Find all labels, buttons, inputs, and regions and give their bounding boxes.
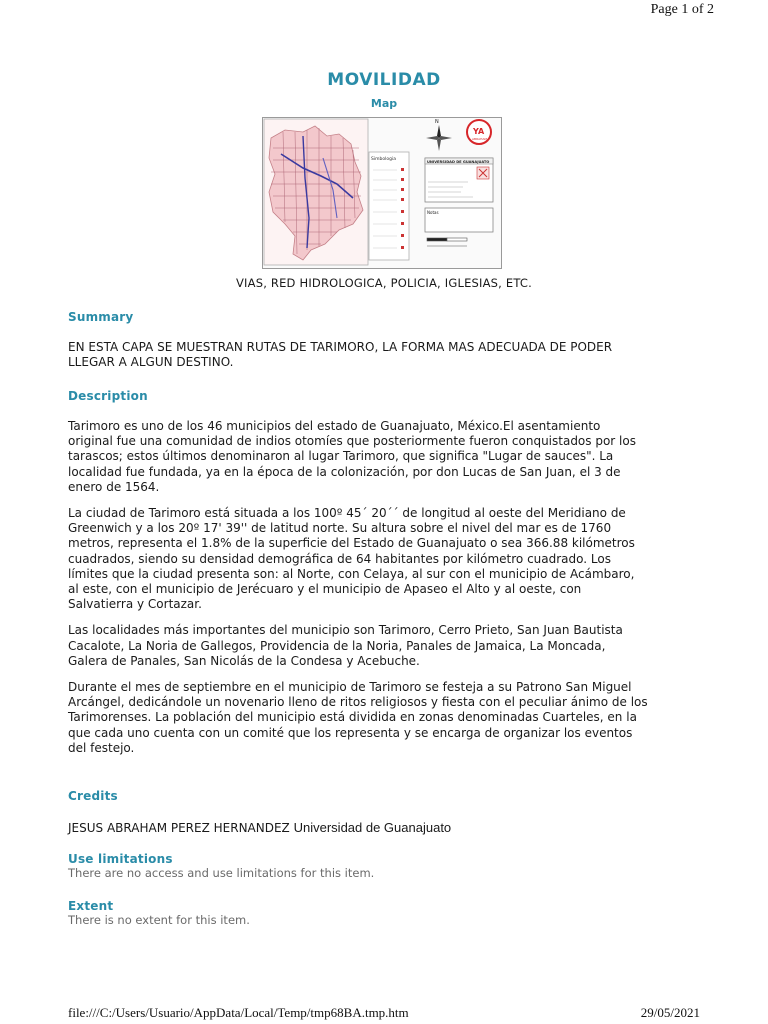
footer-path: file:///C:/Users/Usuario/AppData/Local/Temp/tmp68BA.tmp.htm	[68, 1005, 409, 1020]
logo-icon	[467, 120, 491, 144]
extent-heading: Extent	[68, 899, 114, 913]
extent-text: There is no extent for this item.	[68, 913, 250, 927]
credits-heading: Credits	[68, 789, 118, 803]
north-arrow-icon	[426, 119, 452, 151]
use-limitations-heading: Use limitations	[68, 852, 173, 866]
page-title: MOVILIDAD	[327, 70, 441, 90]
svg-text:ABRAHAM: ABRAHAM	[472, 137, 488, 141]
map-illustration	[263, 118, 501, 268]
map-caption: VIAS, RED HIDROLOGICA, POLICIA, IGLESIAS, ETC.	[235, 276, 533, 290]
summary-text: EN ESTA CAPA SE MUESTRAN RUTAS DE TARIMORO, LA FORMA MAS ADECUADA DE PODER LLEGAR A ALGUN DESTINO.	[68, 340, 613, 370]
svg-text:UNIVERSIDAD DE GUANAJUATO: UNIVERSIDAD DE GUANAJUATO	[427, 160, 490, 164]
svg-text:Simbologia: Simbologia	[371, 157, 396, 162]
page-subtitle: Map	[370, 97, 398, 110]
svg-text:N: N	[435, 119, 439, 125]
use-limitations-text: There are no access and use limitations for this item.	[68, 866, 375, 880]
use-limitations-section	[68, 852, 648, 880]
svg-text:Notas: Notas	[427, 210, 439, 215]
description-paragraph: Las localidades más importantes del municipio son Tarimoro, Cerro Prieto, San Juan Bautista Cacalote, La Noria de Gallegos, Providencia de la Noria, Panales de Jamaica, La Moncada, Galera de Panales, San Nicolás de la Condesa y Acebuche.	[68, 623, 623, 668]
summary-heading: Summary	[68, 310, 134, 324]
description-paragraph: Tarimoro es uno de los 46 municipios del estado de Guanajuato, México.El asentamiento original fue una comunidad de indios otomíes que posteriormente fueron conquistados por los tarascos; estos últimos denominaron al lugar Tarimoro, que significa "Lugar de sauces". La localidad fue fundada, ya en la época de la colonización, por don Lucas de San Juan, el 3 de enero de 1564.	[68, 419, 636, 494]
credits-section	[68, 789, 648, 835]
credits-line	[68, 820, 648, 835]
credits-author: JESUS ABRAHAM PEREZ HERNANDEZ	[68, 821, 290, 835]
page-number: Page 1 of 2	[650, 2, 714, 17]
svg-text:YA: YA	[473, 127, 485, 136]
footer-date: 29/05/2021	[640, 1005, 700, 1020]
map-thumbnail	[262, 117, 502, 269]
description-section	[68, 389, 648, 756]
description-paragraph: La ciudad de Tarimoro está situada a los 100º 45´ 20´´ de longitud al oeste del Meridiano de Greenwich y a los 20º 17' 39'' de latitud norte. Su altura sobre el nivel del mar es de 1760 metros, representa el 1.8% de la superficie del Estado de Guanajuato o sea 366.88 kilómetros cuadrados, siendo su densidad demográfica de 64 habitantes por kilómetro cuadrado. Los límites que la ciudad presenta son: al Norte, con Celaya, al sur con el municipio de Acámbaro, al este, con el municipio de Jerécuaro y el municipio de Apaseo el Alto y al oeste, con Salvatierra y Cortazar.	[68, 506, 635, 612]
summary-section	[68, 310, 648, 370]
credits-institution: Universidad de Guanajuato	[293, 820, 452, 835]
extent-section	[68, 899, 648, 927]
description-paragraph: Durante el mes de septiembre en el municipio de Tarimoro se festeja a su Patrono San Miguel Arcángel, dedicándole un novenario lleno de ritos religiosos y fiesta con el peculiar ánimo de los Tarimorenses. La población del municipio está dividida en zonas denominadas Cuarteles, en la que cada uno cuenta con un comité que los representa y se encarga de organizar los eventos del festejo.	[68, 680, 648, 755]
description-heading: Description	[68, 389, 148, 403]
